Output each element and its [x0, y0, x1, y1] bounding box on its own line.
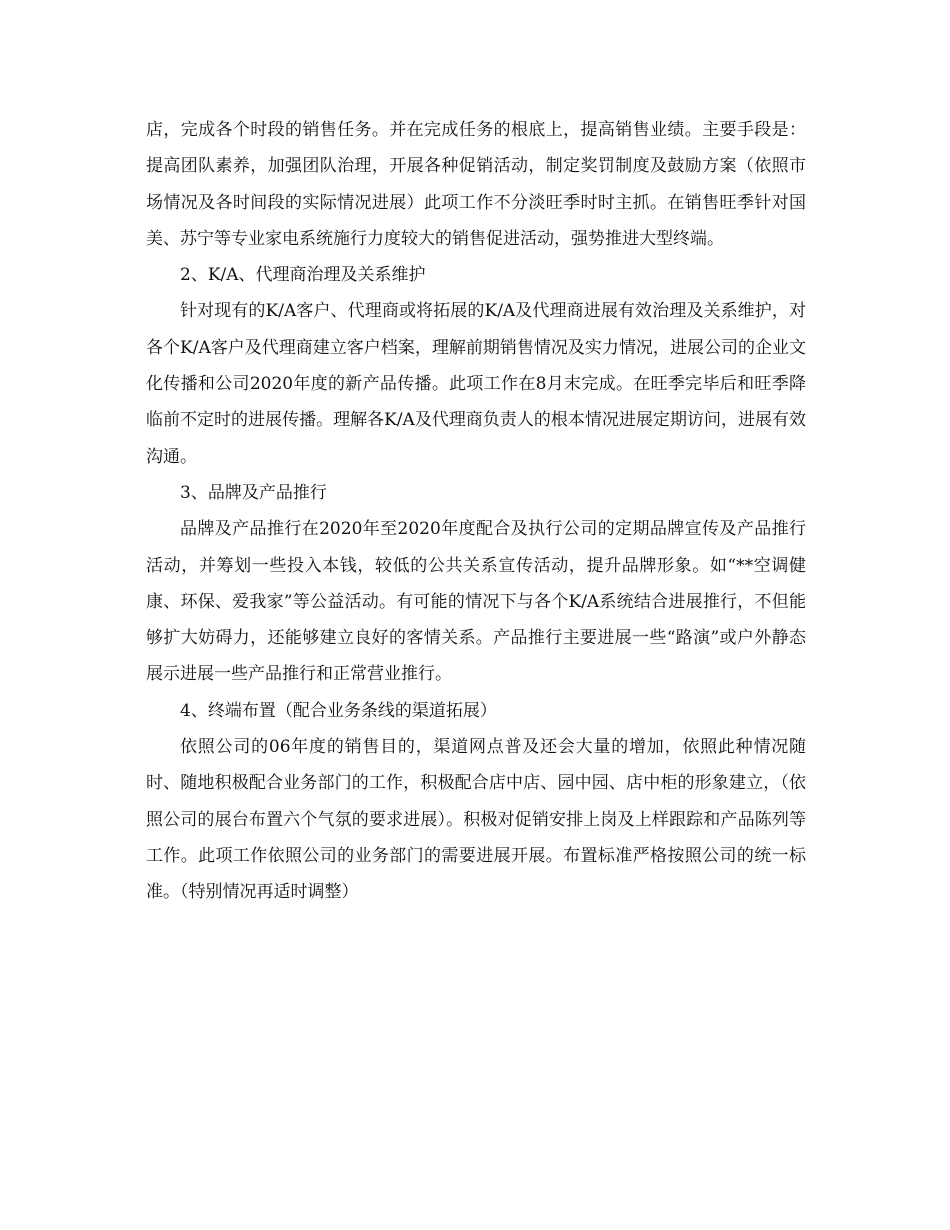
section-heading-terminal-layout: 4、终端布置（配合业务条线的渠道拓展）: [180, 700, 497, 721]
paragraph-sales-tasks: 店，完成各个时段的销售任务。并在完成任务的根底上，提高销售业绩。主要手段是：提高团队素养，加强团队治理，开展各种促销活动，制定奖罚制度及鼓励方案（依照市场情况及各时间段的实际情况进展）此项工作不分淡旺季时时主抓。在销售旺季针对国美、苏宁等专业家电系统施行力度较大的销售促进活动，强势推进大型终端。: [146, 120, 806, 249]
paragraph-terminal-layout: 依照公司的06年度的销售目的，渠道网点普及还会大量的增加，依照此种情况随时、随地积极配合业务部门的工作，积极配合店中店、园中园、店中柜的形象建立，（依照公司的展台布置六个气氛的要求进展）。积极对促销安排上岗及上样跟踪和产品陈列等工作。此项工作依照公司的业务部门的需要进展开展。布置标准严格按照公司的统一标准。（特别情况再适时调整）: [146, 737, 806, 903]
document-body: [146, 112, 806, 911]
paragraph-brand-promotion: 品牌及产品推行在2020年至2020年度配合及执行公司的定期品牌宣传及产品推行活动，并筹划一些投入本钱，较低的公共关系宣传活动，提升品牌形象。如“**空调健康、环保、爱我家”等公益活动。有可能的情况下与各个K/A系统结合进展推行，不但能够扩大妨碍力，还能够建立良好的客情关系。产品推行主要进展一些“路演”或户外静态展示进展一些产品推行和正常营业推行。: [146, 519, 806, 685]
section-heading-ka-agents: 2、K/A、代理商治理及关系维护: [180, 265, 426, 286]
paragraph-ka-agents: 针对现有的K/A客户、代理商或将拓展的K/A及代理商进展有效治理及关系维护，对各个K/A客户及代理商建立客户档案，理解前期销售情况及实力情况，进展公司的企业文化传播和公司2020年度的新产品传播。此项工作在8月末完成。在旺季完毕后和旺季降临前不定时的进展传播。理解各K/A及代理商负责人的根本情况进展定期访问，进展有效沟通。: [146, 301, 806, 467]
section-heading-brand-promotion: 3、品牌及产品推行: [180, 482, 327, 503]
